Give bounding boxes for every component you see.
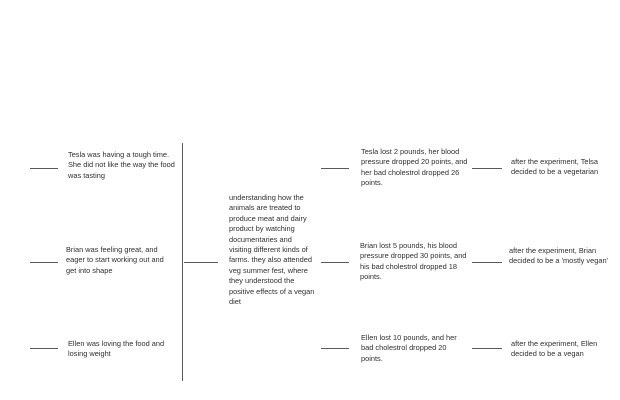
ellen-result-text: Ellen lost 10 pounds, and her bad cholestrol dropped 20 points.	[361, 333, 457, 363]
brian-feeling-text: Brian was feeling great, and eager to start working out and get into shape	[66, 245, 164, 275]
connector-line-brian-decision	[472, 262, 502, 263]
tesla-feeling-text: Tesla was having a tough time. She did not like the way the food was tasting	[68, 150, 175, 180]
connector-line-center	[184, 262, 218, 263]
tesla-decision-text: after the experiment, Telsa decided to be a vegetarian	[511, 157, 599, 177]
connector-line-tesla-decision	[472, 168, 502, 169]
left-vertical-divider	[182, 143, 183, 381]
connector-line-brian-result	[321, 262, 349, 263]
brian-decision-text: after the experiment, Brian decided to be a 'mostly vegan'	[509, 246, 608, 266]
connector-line-tesla-feeling	[30, 168, 58, 169]
tesla-result-text: Tesla lost 2 pounds, her blood pressure dropped 20 points, and her bad cholestrol dropped 26 points.	[361, 147, 468, 188]
connector-line-ellen-decision	[472, 348, 502, 349]
center-explanation-text: understanding how the animals are treated to produce meat and dairy product by watching documentaries and visiting different kinds of farms. they also attended veg summer fest, where they understood the positive effects of a vegan diet	[229, 193, 315, 307]
connector-line-ellen-feeling	[30, 348, 58, 349]
ellen-feeling-text: Ellen was loving the food and losing weight	[68, 339, 165, 359]
connector-line-tesla-result	[321, 168, 349, 169]
ellen-decision-text: after the experiment, Ellen decided to be a vegan	[511, 339, 598, 359]
brian-result-text: Brian lost 5 pounds, his blood pressure dropped 30 points, and his bad cholestrol dropped 18 points.	[360, 241, 467, 282]
connector-line-ellen-result	[321, 348, 349, 349]
connector-line-brian-feeling	[30, 262, 58, 263]
